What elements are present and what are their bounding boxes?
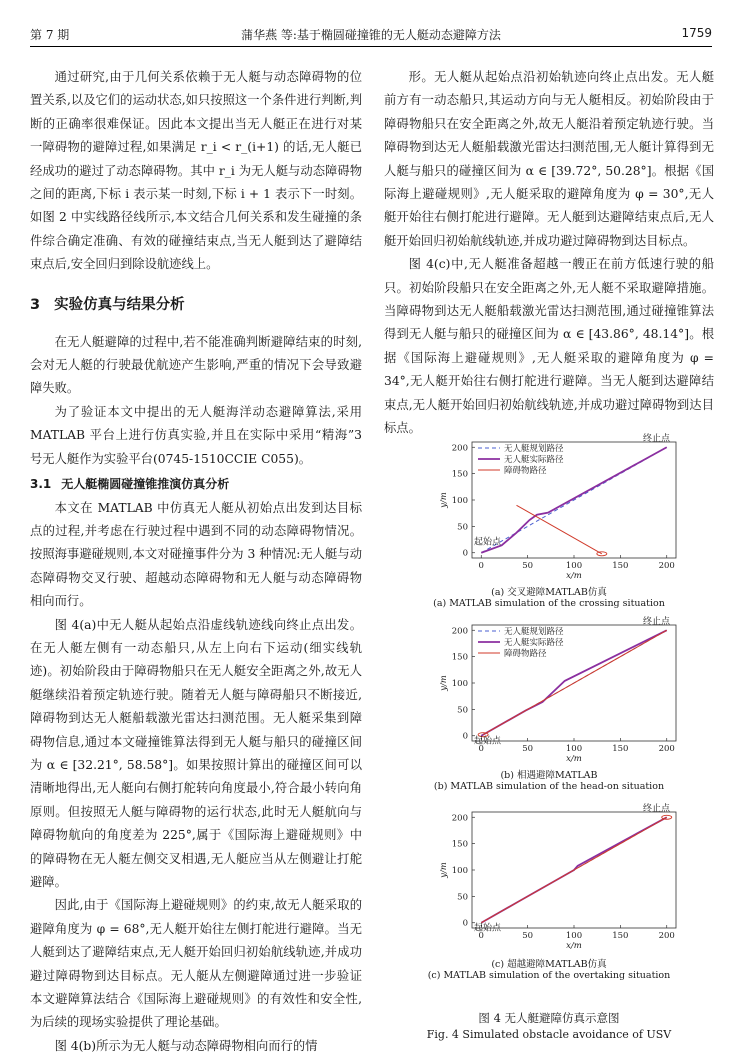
- subplot-b-caption-en: (b) MATLAB simulation of the head-on situation: [433, 781, 665, 792]
- paragraph: 因此,由于《国际海上避碰规则》的约束,故无人艇采取的避障角度为 φ = 68°,无人艇开始往左侧打舵进行避障。当无人艇到达了避障结束点,无人艇开始回归初始航线轨迹,并成功避过障碍物到达目标点。无人艇从左侧避障通过进一步验证本文避障算法结合《国际海上避碰规则》的有效性和安全性,为后续的现场实验提供了理论基础。: [30, 898, 362, 1030]
- y-axis-label: y/m: [439, 492, 449, 508]
- end-point-label: 终止点: [642, 617, 670, 627]
- subplot-c: [384, 802, 714, 956]
- subsection-title: 无人艇椭圆碰撞锥推演仿真分析: [61, 477, 230, 492]
- x-axis-label: x/m: [566, 941, 582, 951]
- paragraph: 通过研究,由于几何关系依赖于无人艇与动态障碍物的位置关系,以及它们的运动状态,如只按照这一个条件进行判断,判断的正确率很难保证。因此本文提出当无人艇正在进行对某一障碍物的避障过程,如果满足 r_i < r_(i+1) 的话,无人艇已经成功的避过了动态障碍物。其中 r_i 为无人艇与动态障碍物之间的距离,下标 i 表示某一时刻,下标 i + 1 表示下一时刻。如图 2 中实线路径线所示,本文结合几何关系和发生碰撞的条件综合确定准确、有效的碰撞结束点,当无人艇到达了避障结束点后,安全回归到除设航迹线上。: [30, 70, 362, 272]
- section-heading: [30, 293, 362, 317]
- figure-4: [384, 432, 714, 981]
- legend-label-obstacle: 障碍物路径: [504, 649, 547, 659]
- subplot-a-caption-cn: (a) 交叉避障MATLAB仿真: [491, 587, 607, 598]
- header-issue: 第 7 期: [30, 28, 70, 42]
- subplot-a: [384, 432, 714, 584]
- y-axis-label: y/m: [439, 862, 449, 878]
- y-tick-label: 100: [451, 866, 468, 876]
- x-axis-label: x/m: [566, 571, 582, 581]
- x-tick-label: 150: [612, 931, 629, 941]
- paragraph: 为了验证本文中提出的无人艇海洋动态避障算法,采用 MATLAB 平台上进行仿真实验,并且在实际中采用“精海”3 号无人艇作为实验平台(0745-1510CCIE C055)。: [30, 404, 362, 466]
- x-tick-label: 200: [658, 561, 675, 571]
- x-tick-label: 100: [565, 931, 583, 941]
- paragraph: 图 4(a)中无人艇从起始点沿虚线轨迹线向终止点出发。在无人艇左侧有一动态船只,从左上向右下运动(细实线轨迹)。初始阶段由于障碍物船只在无人艇安全距离之外,故无人艇继续沿着预定轨迹行驶。随着无人艇与障碍船只不断接近,障碍物到达无人艇船载激光雷达扫测范围。无人艇采集到障碍物信息,通过本文碰撞锥算法得到无人艇与船只的碰撞区间为 α ∈ [32.21°, 58.58°]。如果按照计算出的碰撞区间可以清晰地得出,无人艇向右侧打舵转向角度最小,符合最小转向角原则。但按照无人艇与障碍物的运行状态,此时无人艇航向与障碍物航向的角度差为 225°,属于《国际海上避碰规则》中的障碍物在无人艇左侧交叉相遇,无人艇应当从左侧避让打舵避障。: [30, 617, 362, 889]
- paragraph: 图 4(c)中,无人艇准备超越一艘正在前方低速行驶的船只。初始阶段船只在安全距离之外,无人艇不采取避障措施。当障碍物到达无人艇船载激光雷达扫测范围,通过碰撞锥算法得到无人艇与船只的碰撞区间为 α ∈ [43.86°, 48.14°]。根据《国际海上避碰规则》,无人艇采取的避障角度为 φ = 34°,无人艇开始往右侧打舵进行避障。当无人艇到达避障结束点,无人艇开始回归初始航线轨迹,并成功避过障碍物到达目标点。: [384, 257, 714, 436]
- obstacle-ship-marker: [662, 815, 672, 819]
- subplot-b-caption-cn: (b) 相遇避障MATLAB: [500, 770, 598, 781]
- section-title: 实验仿真与结果分析: [54, 296, 185, 313]
- y-tick-label: 0: [462, 918, 468, 929]
- x-tick-label: 50: [522, 561, 534, 571]
- y-axis-label: y/m: [439, 675, 449, 691]
- legend-label-obstacle: 障碍物路径: [504, 466, 547, 476]
- figure-caption: [384, 1010, 714, 1041]
- subplot-c-caption-en: (c) MATLAB simulation of the overtaking situation: [427, 970, 671, 981]
- y-tick-label: 150: [451, 839, 468, 850]
- paragraph: 在无人艇避障的过程中,若不能准确判断避障结束的时刻,会对无人艇的行驶最优航迹产生影响,严重的情况下会导致避障失败。: [30, 334, 362, 396]
- x-tick-label: 100: [565, 561, 583, 571]
- y-tick-label: 100: [451, 496, 468, 506]
- x-tick-label: 0: [478, 931, 484, 941]
- y-tick-label: 200: [451, 443, 468, 454]
- subplot-c-caption-cn: (c) 超越避障MATLAB仿真: [491, 959, 607, 970]
- x-tick-label: 150: [612, 744, 629, 754]
- figure-caption-en: Fig. 4 Simulated obstacle avoidance of USV: [426, 1028, 672, 1041]
- x-tick-label: 0: [478, 744, 484, 754]
- x-axis-label: x/m: [566, 754, 582, 764]
- y-tick-label: 150: [451, 652, 468, 663]
- end-point-label: 终止点: [642, 434, 670, 444]
- y-tick-label: 200: [451, 813, 468, 824]
- y-tick-label: 100: [451, 679, 468, 689]
- series-line-obstacle: [481, 817, 666, 922]
- figure-caption-cn: 图 4 无人艇避障仿真示意图: [478, 1011, 620, 1025]
- x-tick-label: 50: [522, 744, 534, 754]
- x-tick-label: 50: [522, 931, 534, 941]
- header-page-number: 1759: [681, 26, 712, 40]
- x-tick-label: 200: [658, 931, 675, 941]
- x-tick-label: 150: [612, 561, 629, 571]
- running-header: [30, 24, 712, 47]
- subplot-a-caption-en: (a) MATLAB simulation of the crossing situation: [433, 598, 665, 609]
- right-column: [384, 66, 714, 441]
- y-tick-label: 50: [457, 705, 468, 716]
- start-point-label: 起始点: [474, 537, 502, 548]
- section-number: 3: [30, 296, 41, 313]
- subplot-b: [384, 615, 714, 767]
- legend-label-planned: 无人艇规划路径: [504, 444, 564, 454]
- y-tick-label: 50: [457, 892, 468, 903]
- paragraph: 形。无人艇从起始点沿初始轨迹向终止点出发。无人艇前方有一动态船只,其运动方向与无人艇相反。初始阶段由于障碍物船只在安全距离之外,故无人艇沿着预定轨迹行驶。当障碍物到达无人艇船载激光雷达扫测范围,无人艇计算得到无人艇与船只的碰撞区间为 α ∈ [39.72°, 50.28°]。根据《国际海上避碰规则》,无人艇采取的避障角度为 φ = 30°,无人艇开始往右侧打舵进行避障。无人艇到达避障结束点后,无人艇开始回归初始航线轨迹,并成功避过障碍物到达目标点。: [384, 70, 714, 248]
- legend-label-actual: 无人艇实际路径: [504, 638, 564, 648]
- y-tick-label: 0: [462, 548, 468, 559]
- start-point-label: 起始点: [474, 923, 502, 934]
- subsection-number: 3.1: [30, 477, 52, 492]
- paragraph: 图 4(b)所示为无人艇与动态障碍物相向而行的情: [54, 1038, 318, 1053]
- start-point-label: 起始点: [474, 736, 502, 747]
- left-column: [30, 66, 362, 1058]
- legend-label-planned: 无人艇规划路径: [504, 627, 564, 637]
- x-tick-label: 0: [478, 561, 484, 571]
- y-tick-label: 200: [451, 626, 468, 637]
- x-tick-label: 200: [658, 744, 675, 754]
- paragraph: 本文在 MATLAB 中仿真无人艇从初始点出发到达目标点的过程,并考虑在行驶过程中遇到不同的动态障碍物情况。按照海事避碰规则,本文对碰撞事件分为 3 种情况:无人艇与动态障碍物交叉行驶、超越动态障碍物和无人艇与动态障碍物相向而行。: [30, 500, 362, 609]
- y-tick-label: 0: [462, 731, 468, 742]
- y-tick-label: 50: [457, 522, 468, 533]
- subsection-heading: [30, 473, 362, 496]
- series-line-obstacle: [517, 505, 602, 554]
- header-title: 蒲华燕 等:基于椭圆碰撞锥的无人艇动态避障方法: [241, 28, 501, 42]
- end-point-label: 终止点: [642, 804, 670, 814]
- x-tick-label: 100: [565, 744, 583, 754]
- y-tick-label: 150: [451, 469, 468, 480]
- legend-label-actual: 无人艇实际路径: [504, 455, 564, 465]
